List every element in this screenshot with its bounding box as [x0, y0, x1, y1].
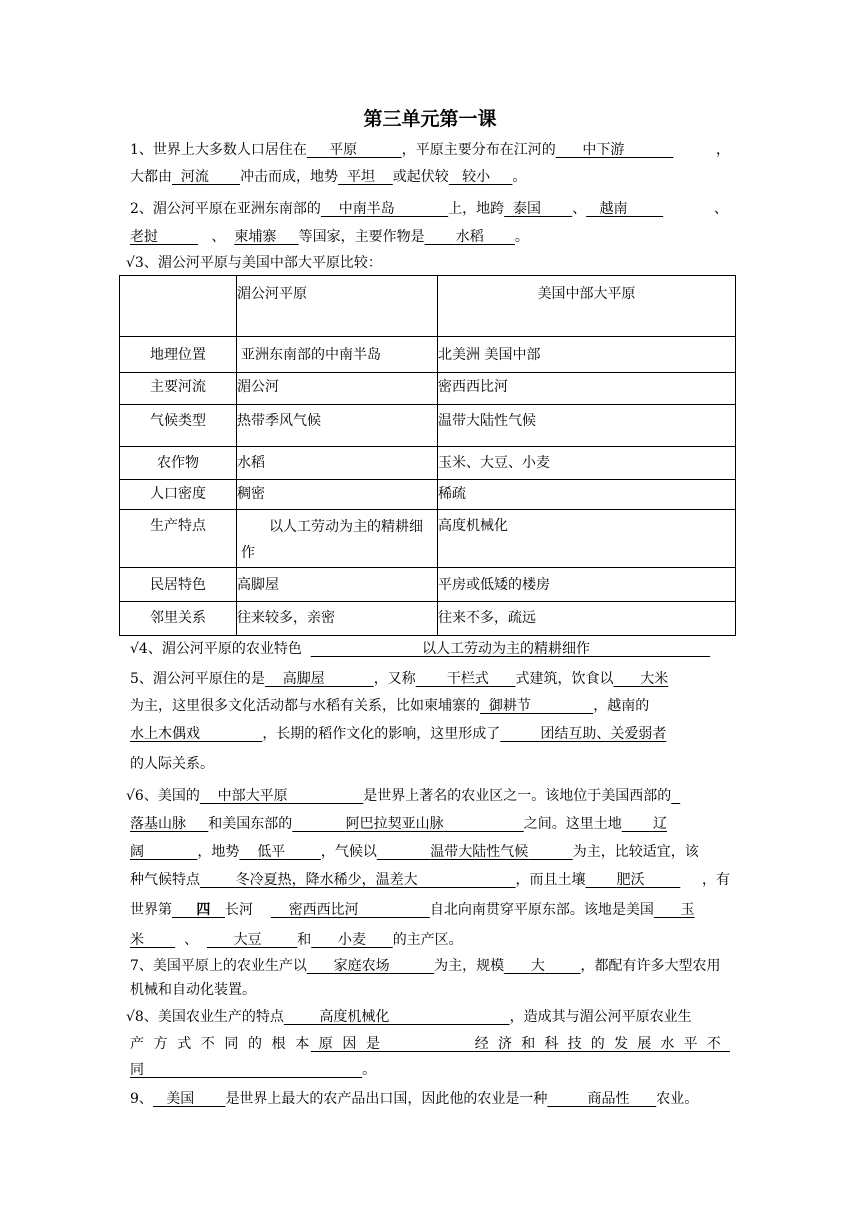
answer-blank	[307, 958, 434, 974]
q5-line-3	[130, 722, 730, 746]
text: √6、美国的	[126, 788, 200, 804]
q1-line-2	[130, 165, 730, 189]
answer: 中部大平原	[217, 788, 288, 804]
answer: 密西西比河	[288, 902, 359, 918]
cell-mekong: 往来较多，亲密	[237, 602, 438, 636]
answer-blank	[500, 726, 666, 742]
answer-blank	[377, 844, 573, 860]
answer-blank	[586, 201, 663, 217]
text: 产方式不同的根本原因是	[130, 1036, 390, 1052]
text: 长河	[225, 902, 253, 918]
q6-line-5	[130, 898, 730, 922]
answer-blank	[586, 872, 681, 888]
q8-line-3	[130, 1058, 730, 1082]
text: ，造成其与湄公河平原农业生	[509, 1009, 692, 1025]
table-header-row	[120, 276, 736, 337]
table-row	[120, 337, 736, 373]
text: 2、湄公河平原在亚洲东南部的	[130, 201, 321, 217]
table-row	[120, 405, 736, 447]
answer: 冬冷夏热，降水稀少，温差大	[235, 872, 418, 888]
cell-mekong: 高脚屋	[237, 568, 438, 602]
text: 。	[514, 229, 529, 245]
answer-blank	[416, 671, 516, 687]
answer: 小麦	[337, 932, 366, 948]
q1-line-1	[130, 138, 730, 162]
text: 9、	[130, 1091, 153, 1107]
answer: 低平	[257, 844, 286, 860]
answer: 温带大陆性气候	[430, 844, 529, 860]
text: 大都由	[130, 169, 172, 185]
answer: 柬埔寨	[234, 229, 277, 245]
text: 7、美国平原上的农业生产以	[130, 958, 307, 974]
answer-blank	[130, 1062, 362, 1078]
answer: 水上木偶戏	[130, 726, 200, 742]
answer-blank	[265, 671, 374, 687]
text: 上，地跨	[448, 201, 505, 217]
q7-line-2: 机械和自动化装置。	[130, 982, 256, 998]
text: 的主产区。	[392, 932, 463, 948]
answer: 中南半岛	[338, 201, 395, 217]
text: ，长期的稻作文化的影响，这里形成了	[262, 726, 501, 742]
text: 和美国东部的	[208, 816, 293, 832]
cell-us: 密西西比河	[438, 373, 736, 405]
row-label: 气候类型	[120, 405, 237, 447]
answer-blank	[321, 201, 448, 217]
comparison-table	[119, 275, 736, 636]
table-row	[120, 480, 736, 510]
answer-blank	[307, 142, 402, 158]
table-row	[120, 447, 736, 480]
row-label: 邻里关系	[120, 602, 237, 636]
text: 1、世界上大多数人口居住在	[130, 142, 307, 158]
answer: 商品性	[587, 1091, 630, 1107]
text: 、	[572, 201, 587, 217]
answer-blank	[234, 229, 298, 245]
answer: 越南	[599, 201, 628, 217]
q6-line-3	[130, 840, 730, 864]
page-title: 第三单元第一课	[363, 108, 497, 130]
answer-blank	[130, 844, 197, 860]
answer: 中下游	[582, 142, 625, 158]
cell-us: 平房或低矮的楼房	[438, 568, 736, 602]
answer-blank	[547, 1091, 656, 1107]
answer-blank	[622, 816, 667, 832]
text: 、	[714, 201, 728, 217]
answer-blank	[311, 1032, 730, 1056]
answer-blank	[504, 958, 580, 974]
answer: 四	[196, 902, 211, 918]
answer: 阔	[130, 844, 144, 860]
answer: 大米	[640, 671, 669, 687]
text: ，越南的	[593, 698, 650, 714]
text: ，有	[702, 872, 730, 888]
header-cell: 美国中部大平原	[438, 276, 736, 337]
answer-blank	[292, 816, 524, 832]
answer-blank	[200, 872, 516, 888]
text: 是世界上著名的农业区之一。该地位于美国西部的	[363, 788, 672, 804]
answer: 同	[130, 1062, 144, 1078]
answer-blank	[614, 671, 669, 687]
q4-line	[130, 637, 732, 661]
cell-mekong: 稠密	[237, 480, 438, 510]
text: 为主，这里很多文化活动都与水稻有关系，比如柬埔寨的	[130, 698, 480, 714]
answer: 老挝	[130, 229, 158, 245]
answer: 高度机械化	[319, 1009, 390, 1025]
text: 或起伏较	[392, 169, 449, 185]
answer: 肥沃	[616, 872, 645, 888]
answer: 御耕节	[488, 698, 531, 714]
cell-mekong: 热带季风气候	[237, 405, 438, 447]
cell-us: 温带大陆性气候	[438, 405, 736, 447]
answer-blank	[480, 698, 593, 714]
q7-line-1	[130, 954, 730, 978]
cell-us: 北美洲 美国中部	[438, 337, 736, 373]
answer: 较小	[462, 169, 491, 185]
text: 为主，规模	[434, 958, 505, 974]
answer-blank	[153, 1091, 226, 1107]
answer: 水稻	[455, 229, 484, 245]
q6-line-2	[130, 812, 730, 836]
answer-blank	[284, 1009, 510, 1025]
text: ，地势	[197, 844, 240, 860]
answer: 大豆	[233, 932, 262, 948]
q6-line-6	[130, 928, 730, 952]
q8-line-1	[126, 1005, 732, 1029]
answer-blank	[172, 902, 225, 918]
q6-line-1	[126, 784, 732, 808]
row-label: 人口密度	[120, 480, 237, 510]
answer-blank	[425, 229, 515, 245]
q8-line-2	[130, 1032, 730, 1056]
answer: 高脚屋	[282, 671, 325, 687]
cell-us: 往来不多，疏远	[438, 602, 736, 636]
q5-line-1	[130, 667, 730, 691]
answer: 辽	[652, 816, 667, 832]
text: √8、美国农业生产的特点	[126, 1009, 284, 1025]
answer-blank	[271, 902, 430, 918]
text: √4、湄公河平原的农业特色	[130, 641, 302, 657]
text: 、	[211, 229, 226, 245]
text: 、	[184, 932, 199, 948]
cell-mekong: 亚洲东南部的中南半岛	[237, 337, 438, 373]
answer: 平坦	[346, 169, 375, 185]
q9-line	[130, 1087, 734, 1111]
answer: 玉	[680, 902, 695, 918]
answer: 大	[530, 958, 545, 974]
answer-blank	[338, 169, 393, 185]
text: 种气候特点	[130, 872, 200, 888]
answer: 米	[130, 932, 144, 948]
text: ，而且土壤	[515, 872, 586, 888]
answer: 阿巴拉契亚山脉	[345, 816, 444, 832]
text: 为主，比较适宜，该	[572, 844, 699, 860]
text: 5、湄公河平原住的是	[130, 671, 265, 687]
answer-blank	[130, 229, 198, 245]
text: ，都配有许多大型农用	[580, 958, 721, 974]
answer-blank	[654, 902, 695, 918]
text: 。	[512, 169, 527, 185]
cell-mekong: 水稻	[237, 447, 438, 480]
answer-blank	[311, 641, 710, 657]
text: 。	[362, 1062, 377, 1078]
q6-line-4	[130, 868, 730, 892]
table-row	[120, 602, 736, 636]
answer-blank	[130, 932, 175, 948]
text: ，气候以	[320, 844, 377, 860]
text: ，又称	[373, 671, 416, 687]
answer: 平原	[329, 142, 358, 158]
text: 和	[297, 932, 312, 948]
answer-blank	[239, 844, 320, 860]
answer: 美国	[166, 1091, 195, 1107]
row-label: 主要河流	[120, 373, 237, 405]
q5-line-2	[130, 694, 730, 718]
answer-blank	[556, 142, 674, 158]
answer: 泰国	[513, 201, 542, 217]
row-label: 民居特色	[120, 568, 237, 602]
table-row	[120, 373, 736, 405]
row-label: 生产特点	[120, 510, 237, 568]
cell-mekong: 湄公河	[237, 373, 438, 405]
header-cell: 湄公河平原	[237, 276, 438, 337]
answer: 经济和科技的发展水平不	[474, 1036, 730, 1052]
header-cell	[120, 276, 237, 337]
cell-us: 稀疏	[438, 480, 736, 510]
cell-mekong: 以人工劳动为主的精耕细作	[237, 510, 438, 568]
answer-blank	[130, 816, 208, 832]
text: 农业。	[656, 1091, 699, 1107]
answer-blank	[504, 201, 572, 217]
q2-line-2	[130, 225, 730, 249]
answer-blank	[200, 788, 363, 804]
answer: 落基山脉	[130, 816, 186, 832]
text: 自北向南贯穿平原东部。该地是美国	[429, 902, 654, 918]
text: 世界第	[130, 902, 172, 918]
answer: 干栏式	[446, 671, 489, 687]
answer-blank	[172, 169, 240, 185]
text: 冲击而成，地势	[240, 169, 339, 185]
answer: 家庭农场	[333, 958, 390, 974]
table-row	[120, 510, 736, 568]
cell-us: 玉米、大豆、小麦	[438, 447, 736, 480]
cell-us: 高度机械化	[438, 510, 736, 568]
table-row	[120, 568, 736, 602]
text: 等国家，主要作物是	[298, 229, 425, 245]
text: ，	[716, 142, 730, 158]
answer: 以人工劳动为主的精耕细作	[422, 641, 590, 657]
answer-blank	[311, 932, 392, 948]
text: ，平原主要分布在江河的	[401, 142, 556, 158]
answer-blank	[130, 726, 262, 742]
answer-blank	[207, 932, 297, 948]
row-label: 农作物	[120, 447, 237, 480]
text: 是世界上最大的农产品出口国，因此他的农业是一种	[225, 1091, 548, 1107]
q2-line-1	[130, 197, 730, 221]
row-label: 地理位置	[120, 337, 237, 373]
q5-line-4: 的人际关系。	[130, 756, 214, 772]
q3-intro: √3、湄公河平原与美国中部大平原比较：	[126, 255, 382, 271]
answer: 河流	[180, 169, 209, 185]
answer: 团结互助、关爱弱者	[540, 726, 667, 742]
answer-blank	[449, 169, 513, 185]
text: 式建筑，饮食以	[515, 671, 614, 687]
text: 之间。这里土地	[523, 816, 622, 832]
